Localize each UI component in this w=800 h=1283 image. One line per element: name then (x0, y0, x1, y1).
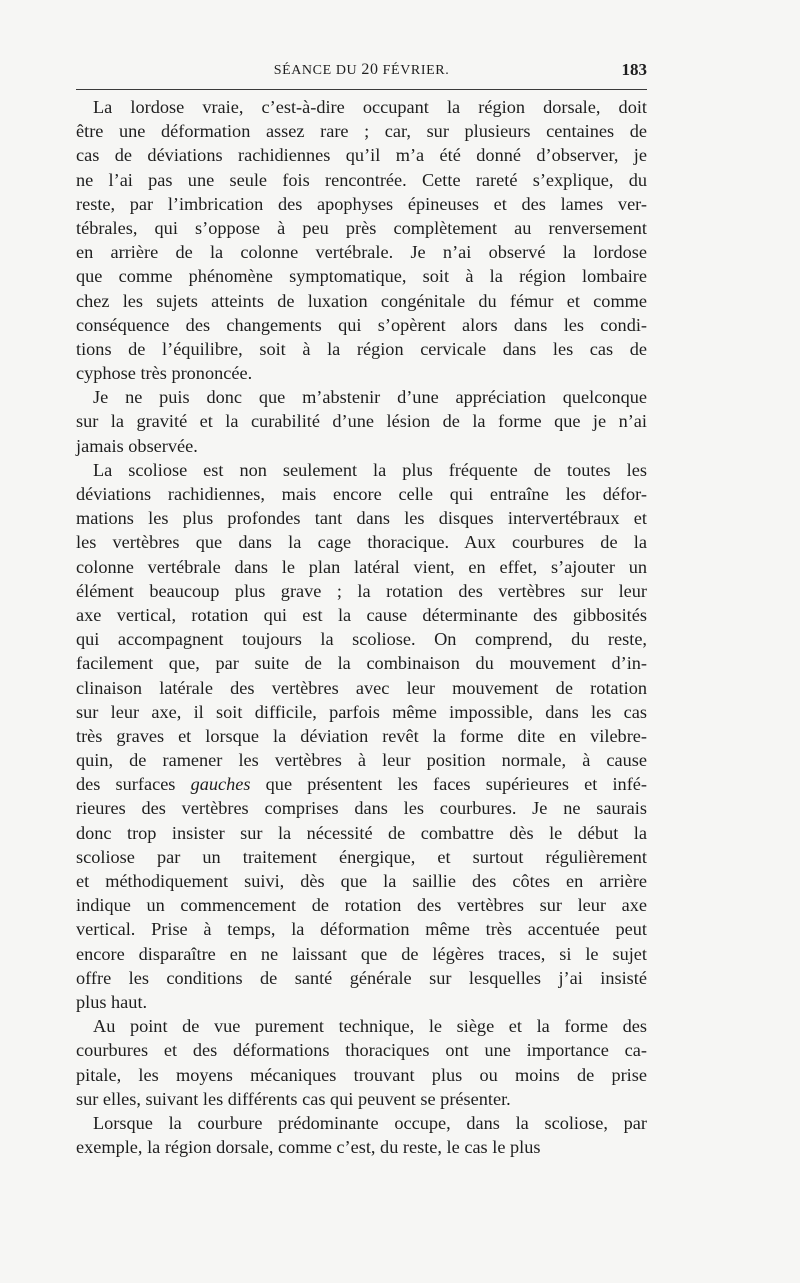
text-line: colonne vertébrale dans le plan latéral vient, en effet, s’ajouter un (76, 556, 647, 577)
text-line: très graves et lorsque la déviation revêt la forme dite en vilebre- (76, 725, 647, 746)
text-line: La scoliose est non seulement la plus fréquente de toutes les (93, 459, 647, 480)
running-title-start: SÉANCE DU (273, 63, 362, 78)
text-line: qui accompagnent toujours la scoliose. On comprend, du reste, (76, 629, 647, 650)
text-line: reste, par l’imbrication des apophyses épineuses et des lames ver- (76, 193, 647, 214)
text-line: jamais observée. (76, 435, 198, 456)
text-line: scoliose par un traitement énergique, et surtout régulièrement (76, 846, 647, 867)
text-line: pitale, les moyens mécaniques trouvant plus ou moins de prise (76, 1064, 647, 1085)
paragraph (76, 95, 647, 385)
header-rule (76, 89, 647, 90)
text-line: des surfaces gauches que présentent les faces supérieures et infé- (76, 774, 647, 795)
text-line: cyphose très prononcée. (76, 363, 253, 384)
paragraph (76, 385, 647, 458)
text-line: facilement que, par suite de la combinaison du mouvement d’in- (76, 653, 647, 674)
text-line: déviations rachidiennes, mais encore celle qui entraîne les défor- (76, 484, 647, 504)
text-line: rieures des vertèbres comprises dans les courbures. Je ne saurais (76, 798, 647, 819)
text-line: et méthodiquement suivi, dès que la saillie des côtes en arrière (76, 871, 647, 891)
text-line: ne l’ai pas une seule fois rencontrée. Cette rareté s’explique, du (76, 169, 647, 190)
text-line: tébrales, qui s’oppose à peu près complètement au renversement (76, 217, 647, 238)
text-line: indique un commencement de rotation des vertèbres sur leur axe (76, 895, 647, 916)
text-line: quin, de ramener les vertèbres à leur position normale, à cause (76, 750, 647, 771)
text-line: mations les plus profondes tant dans les disques intervertébraux et (76, 508, 647, 529)
text-line: axe vertical, rotation qui est la cause déterminante des gibbosités (76, 604, 647, 625)
paragraph (76, 1111, 647, 1159)
text-line: cas de déviations rachidiennes qu’il m’a été donné d’observer, je (76, 145, 647, 166)
text-line: La lordose vraie, c’est-à-dire occupant la région dorsale, doit (93, 97, 647, 117)
text-line: tions de l’équilibre, soit à la région cervicale dans les cas de (76, 338, 647, 359)
text-line: exemple, la région dorsale, comme c’est, du reste, le cas le plus (76, 1137, 541, 1158)
running-title-end: FÉVRIER. (378, 63, 450, 78)
text-line: en arrière de la colonne vertébrale. Je n’ai observé la lordose (76, 242, 647, 263)
text-line: sur leur axe, il soit difficile, parfois même impossible, dans les cas (76, 701, 647, 722)
text-line: sur elles, suivant les différents cas qui peuvent se présenter. (76, 1088, 511, 1109)
running-title (76, 61, 647, 79)
text-line: élément beaucoup plus grave ; la rotation des vertèbres sur leur (76, 580, 647, 601)
page-number: 183 (621, 60, 647, 79)
text-line: clinaison latérale des vertèbres avec leur mouvement de rotation (76, 677, 647, 698)
text-line: que comme phénomène symptomatique, soit à la région lombaire (76, 266, 647, 287)
text-line: chez les sujets atteints de luxation congénitale du fémur et comme (76, 290, 647, 311)
text-line: sur la gravité et la curabilité d’une lésion de la forme que je n’ai (76, 411, 647, 432)
text-line: vertical. Prise à temps, la déformation même très accentuée peut (76, 919, 647, 940)
text-line: offre les conditions de santé générale sur lesquelles j’ai insisté (76, 967, 647, 988)
body-text (76, 95, 647, 1159)
paragraph (76, 1014, 647, 1111)
text-line: courbures et des déformations thoraciques ont une importance ca- (76, 1040, 647, 1061)
text-line: Lorsque la courbure prédominante occupe, dans la scoliose, par (93, 1112, 647, 1133)
paragraph (76, 458, 647, 1014)
text-line: plus haut. (76, 991, 148, 1012)
text-line: Je ne puis donc que m’abstenir d’une appréciation quelconque (93, 387, 647, 408)
text-line: être une déformation assez rare ; car, sur plusieurs centaines de (76, 121, 647, 142)
text-line: conséquence des changements qui s’opèrent alors dans les condi- (76, 314, 647, 335)
running-title-date: 20 (361, 61, 379, 78)
text-line: donc trop insister sur la nécessité de combattre dès le début la (76, 822, 647, 843)
running-head (76, 60, 647, 80)
text-line: les vertèbres que dans la cage thoracique. Aux courbures de la (76, 532, 647, 553)
text-line: encore disparaître en ne laissant que de légères traces, si le sujet (76, 943, 647, 964)
text-line: Au point de vue purement technique, le siège et la forme des (93, 1016, 647, 1037)
